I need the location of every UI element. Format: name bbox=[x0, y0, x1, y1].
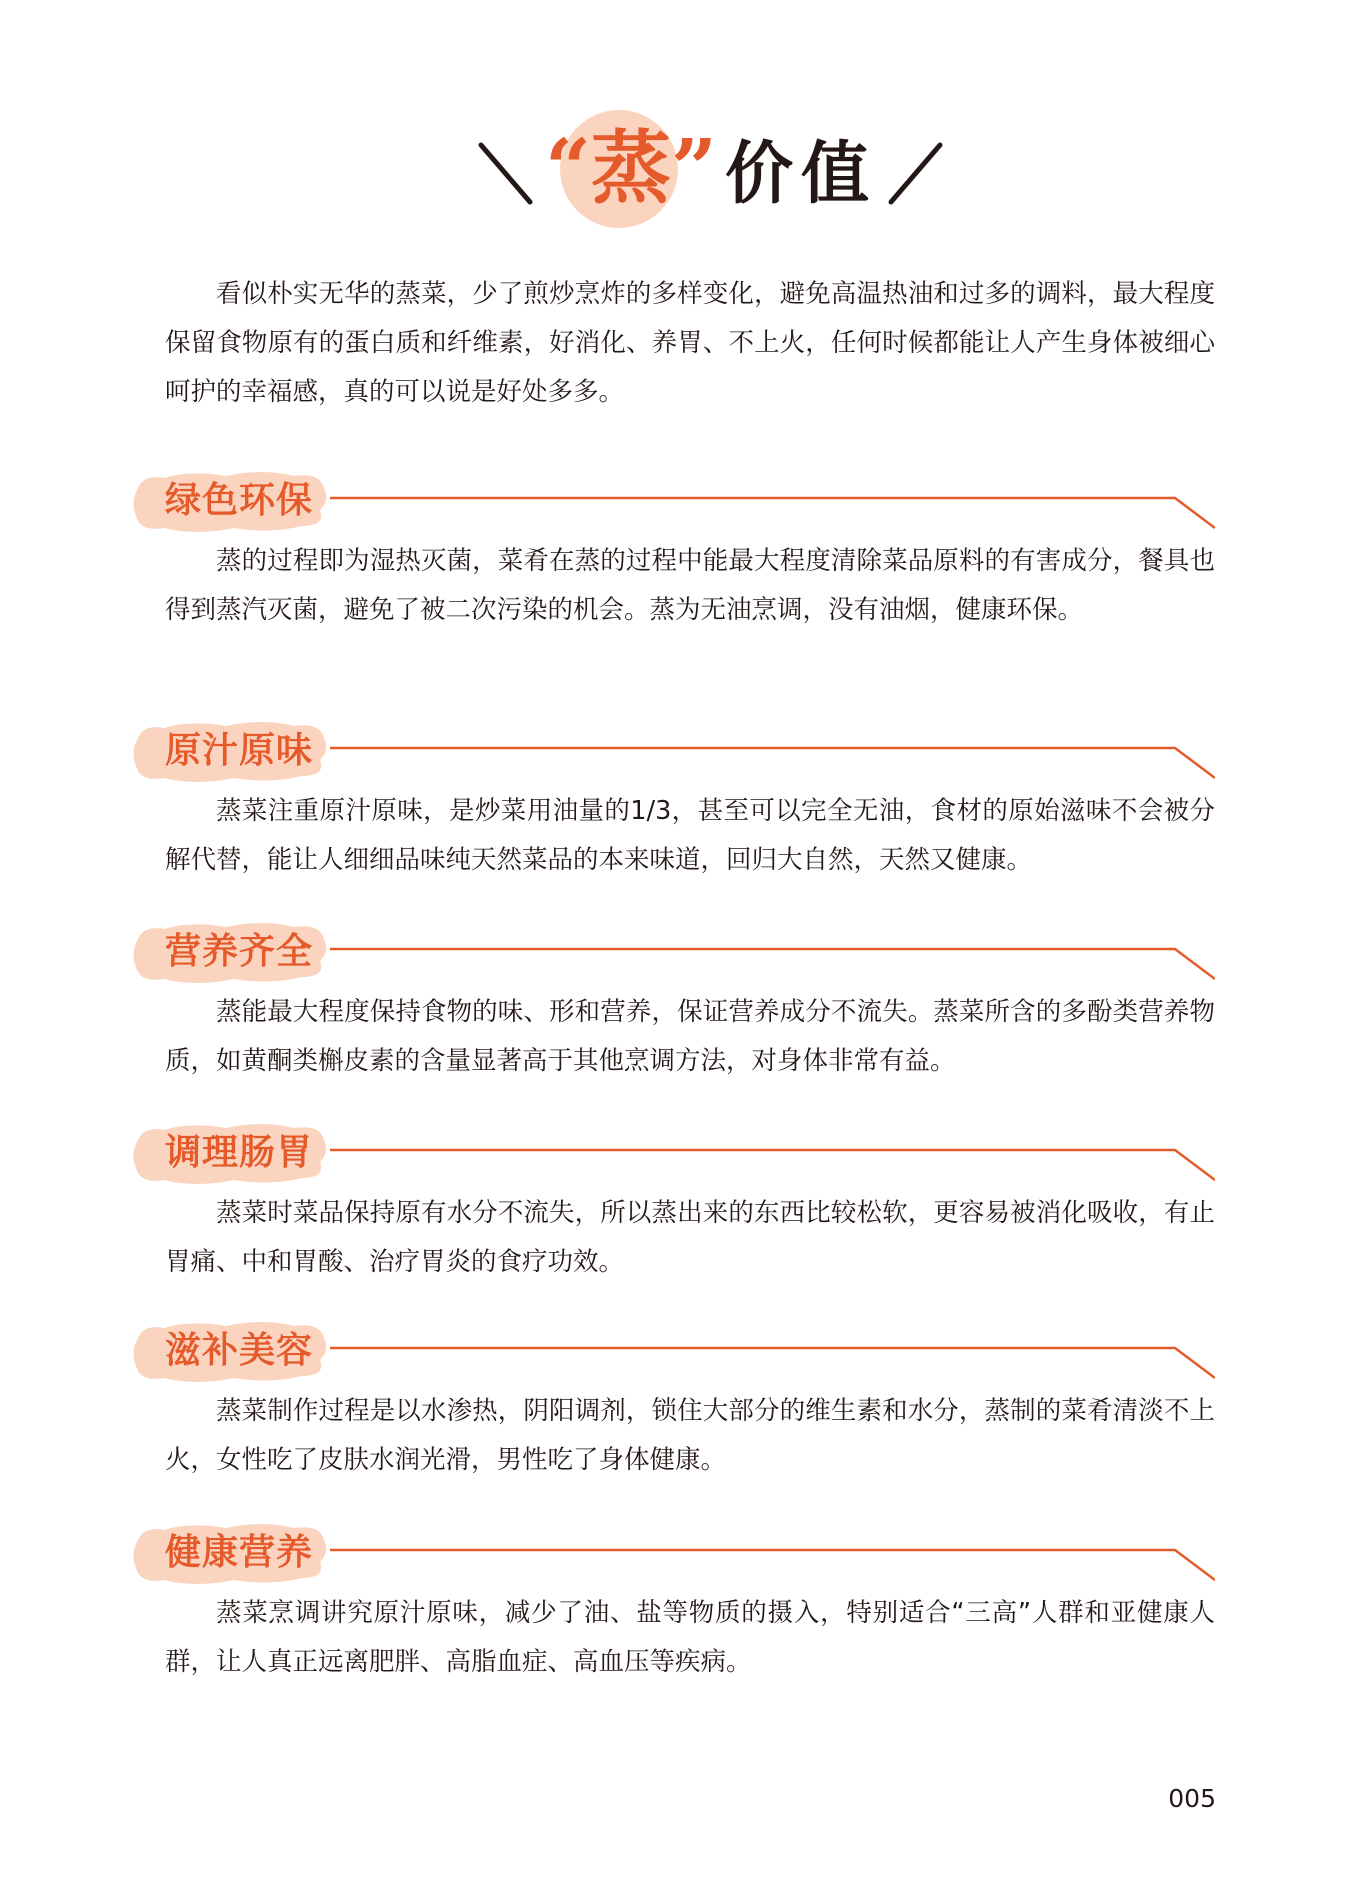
heading-underline-decoration bbox=[330, 1316, 1215, 1386]
section-heading-1 bbox=[130, 466, 1215, 536]
section-heading-label: 滋补美容 bbox=[165, 1330, 314, 1371]
section-heading-label: 原汁原味 bbox=[165, 730, 314, 771]
section-heading-3 bbox=[130, 917, 1215, 987]
heading-underline-decoration bbox=[330, 466, 1215, 536]
section-heading-label: 健康营养 bbox=[165, 1532, 314, 1573]
title-main-word: 价值 bbox=[725, 134, 878, 214]
heading-underline-decoration bbox=[330, 1118, 1215, 1188]
section-body-3: 蒸能最大程度保持食物的味、形和营养，保证营养成分不流失。蒸菜所含的多酚类营养物质，如黄酮类槲皮素的含量显著高于其他烹调方法，对身体非常有益。 bbox=[165, 997, 1215, 1076]
title-quoted-word: “蒸” bbox=[545, 121, 718, 215]
section-heading-4 bbox=[130, 1118, 1215, 1188]
section-body-1: 蒸的过程即为湿热灭菌，菜肴在蒸的过程中能最大程度清除菜品原料的有害成分，餐具也得到蒸汽灭菌，避免了被二次污染的机会。蒸为无油烹调，没有油烟，健康环保。 bbox=[165, 546, 1215, 625]
section-heading-6 bbox=[130, 1518, 1215, 1588]
heading-underline-decoration bbox=[330, 716, 1215, 786]
page-number: 005 bbox=[1168, 1784, 1216, 1813]
section-body-5: 蒸菜制作过程是以水渗热，阴阳调剂，锁住大部分的维生素和水分，蒸制的菜肴清淡不上火，女性吃了皮肤水润光滑，男性吃了身体健康。 bbox=[165, 1396, 1215, 1475]
intro-paragraph: 看似朴实无华的蒸菜，少了煎炒烹炸的多样变化，避免高温热油和过多的调料，最大程度保留食物原有的蛋白质和纤维素，好消化、养胃、不上火，任何时候都能让人产生身体被细心呵护的幸福感，真的可以说是好处多多。 bbox=[165, 279, 1215, 407]
section-heading-label: 调理肠胃 bbox=[165, 1132, 314, 1173]
section-body-4: 蒸菜时菜品保持原有水分不流失，所以蒸出来的东西比较松软，更容易被消化吸收，有止胃痛、中和胃酸、治疗胃炎的食疗功效。 bbox=[165, 1198, 1215, 1277]
section-heading-label: 绿色环保 bbox=[165, 480, 314, 521]
section-heading-label: 营养齐全 bbox=[165, 931, 314, 972]
heading-underline-decoration bbox=[330, 917, 1215, 987]
section-body-6: 蒸菜烹调讲究原汁原味，减少了油、盐等物质的摄入，特别适合“三高”人群和亚健康人群，让人真正远离肥胖、高脂血症、高血压等疾病。 bbox=[165, 1598, 1215, 1677]
section-body-2: 蒸菜注重原汁原味，是炒菜用油量的1/3，甚至可以完全无油，食材的原始滋味不会被分解代替，能让人细细品味纯天然菜品的本来味道，回归大自然，天然又健康。 bbox=[165, 796, 1215, 875]
section-heading-2 bbox=[130, 716, 1215, 786]
section-heading-5 bbox=[130, 1316, 1215, 1386]
heading-underline-decoration bbox=[330, 1518, 1215, 1588]
